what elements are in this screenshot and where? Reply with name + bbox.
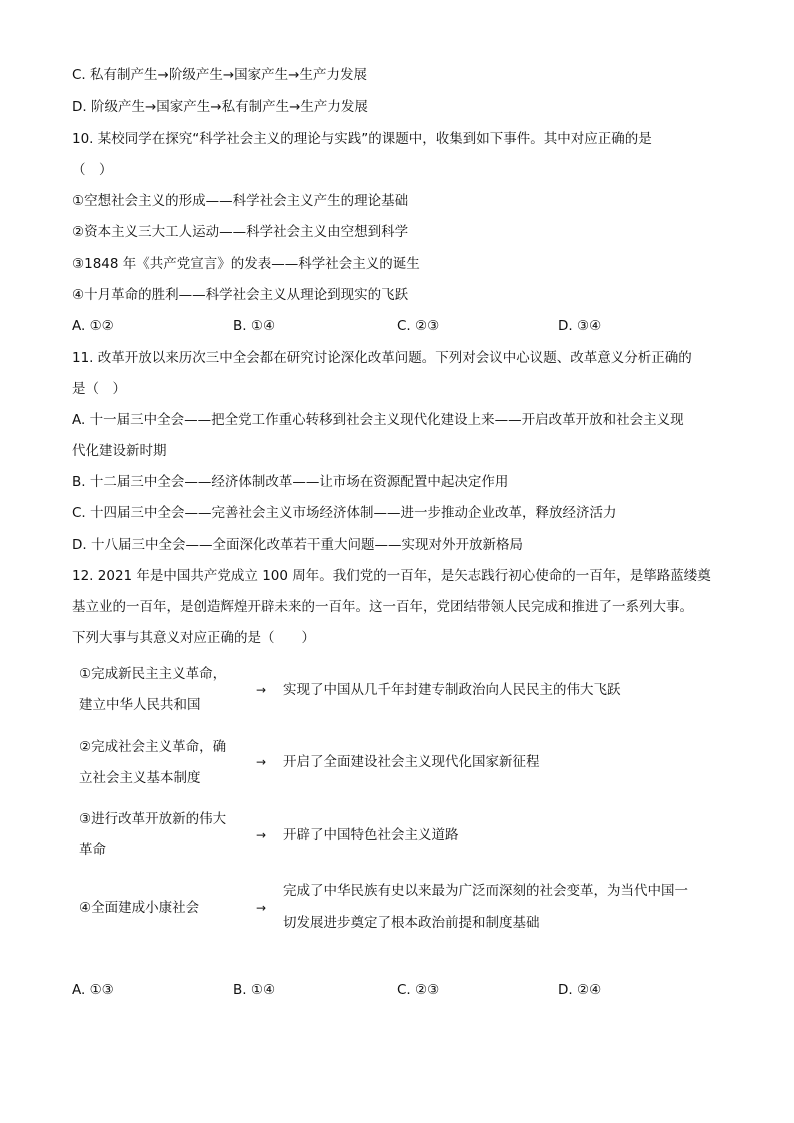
q10-option-c: C. ②③: [397, 318, 440, 334]
q12-row-3-arrow-icon: →: [256, 828, 267, 842]
q12-row-4-arrow-icon: →: [256, 901, 267, 915]
q12-row-2-event-line-2: 立社会主义基本制度: [79, 770, 201, 786]
q12-row-1-meaning: 实现了中国从几千年封建专制政治向人民民主的伟大飞跃: [283, 682, 621, 698]
q10-item-1: ①空想社会主义的形成——科学社会主义产生的理论基础: [72, 193, 409, 209]
q12-option-c: C. ②③: [397, 982, 440, 998]
q9-option-d: D. 阶级产生→国家产生→私有制产生→生产力发展: [72, 99, 368, 115]
q11-option-d: D. 十八届三中全会——全面深化改革若干重大问题——实现对外开放新格局: [72, 537, 523, 553]
q12-option-b: B. ①④: [233, 982, 276, 998]
q10-item-2: ②资本主义三大工人运动——科学社会主义由空想到科学: [72, 224, 409, 240]
q12-row-3-event-line-2: 革命: [79, 842, 106, 858]
q12-option-a: A. ①③: [72, 982, 114, 998]
q10-item-3: ③1848 年《共产党宣言》的发表——科学社会主义的诞生: [72, 256, 420, 272]
q11-option-a-line-1: A. 十一届三中全会——把全党工作重心转移到社会主义现代化建设上来——开启改革开放和社会主义现: [72, 412, 684, 428]
q12-row-4-meaning-line-1: 完成了中华民族有史以来最为广泛而深刻的社会变革，为当代中国一: [283, 883, 688, 899]
q10-option-a: A. ①②: [72, 318, 114, 334]
q10-stem-line-1: 10. 某校同学在探究“科学社会主义的理论与实践”的课题中，收集到如下事件。其中对应正确的是: [72, 131, 652, 147]
q12-option-d: D. ②④: [558, 982, 602, 998]
q12-row-1-event-line-2: 建立中华人民共和国: [79, 697, 201, 713]
q11-stem-line-2: 是（ ）: [72, 381, 126, 397]
q10-option-b: B. ①④: [233, 318, 276, 334]
q10-stem-line-2: （ ）: [72, 162, 113, 178]
q12-row-2-meaning: 开启了全面建设社会主义现代化国家新征程: [283, 754, 540, 770]
q11-option-c: C. 十四届三中全会——完善社会主义市场经济体制——进一步推动企业改革，释放经济活力: [72, 505, 617, 521]
q12-stem-line-2: 基立业的一百年，是创造辉煌开辟未来的一百年。这一百年，党团结带领人民完成和推进了一系列大事。: [72, 599, 693, 615]
q12-stem-line-3: 下列大事与其意义对应正确的是（ ）: [72, 630, 315, 646]
q12-stem-line-1: 12. 2021 年是中国共产党成立 100 周年。我们党的一百年，是矢志践行初心使命的一百年，是筚路蓝缕奠: [72, 568, 711, 584]
q12-row-1-arrow-icon: →: [256, 683, 267, 697]
q12-row-4-event: ④全面建成小康社会: [79, 900, 200, 916]
q12-row-3-event-line-1: ③进行改革开放新的伟大: [79, 811, 227, 827]
q9-option-c: C. 私有制产生→阶级产生→国家产生→生产力发展: [72, 67, 367, 83]
q12-row-2-event-line-1: ②完成社会主义革命，确: [79, 739, 227, 755]
q12-row-4-meaning-line-2: 切发展进步奠定了根本政治前提和制度基础: [283, 915, 540, 931]
q12-row-2-arrow-icon: →: [256, 755, 267, 769]
q11-option-a-line-2: 代化建设新时期: [72, 443, 167, 459]
q12-row-1-event-line-1: ①完成新民主主义革命，: [79, 666, 227, 682]
q10-option-d: D. ③④: [558, 318, 602, 334]
q10-item-4: ④十月革命的胜利——科学社会主义从理论到现实的飞跃: [72, 287, 409, 303]
q12-row-3-meaning: 开辟了中国特色社会主义道路: [283, 827, 459, 843]
q11-option-b: B. 十二届三中全会——经济体制改革——让市场在资源配置中起决定作用: [72, 474, 509, 490]
q11-stem-line-1: 11. 改革开放以来历次三中全会都在研究讨论深化改革问题。下列对会议中心议题、改革意义分析正确的: [72, 350, 692, 366]
